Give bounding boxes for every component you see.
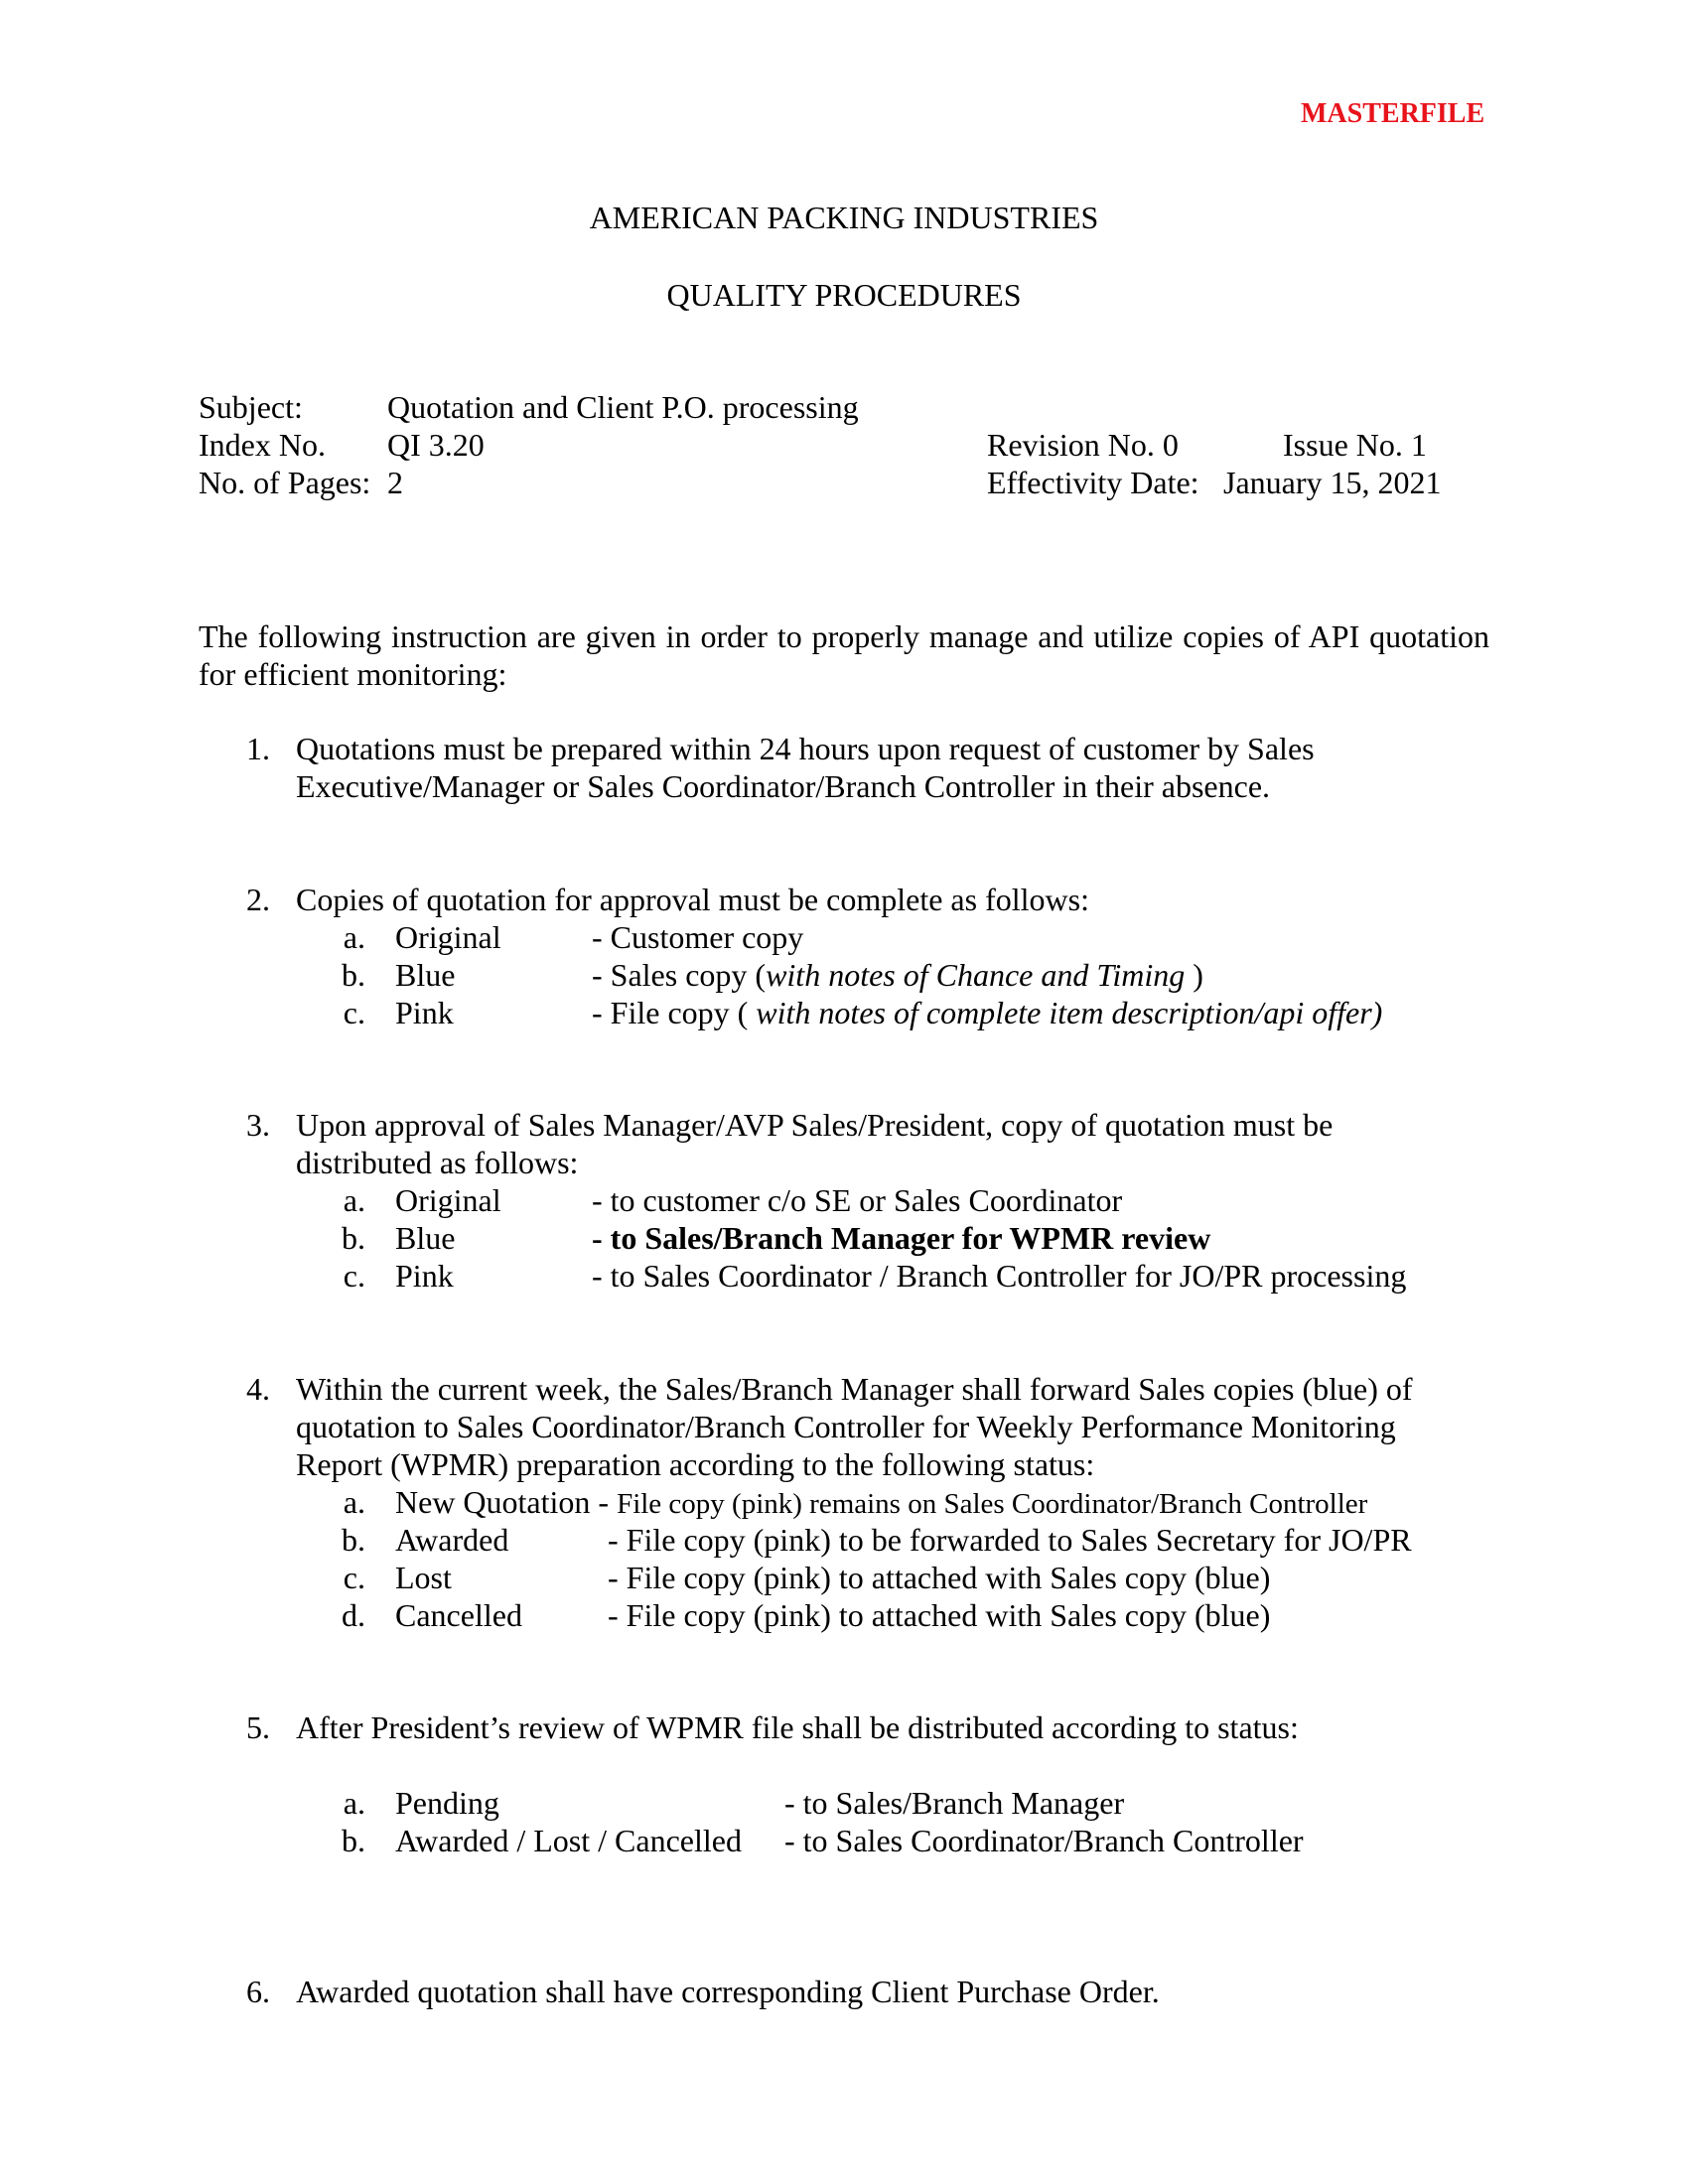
sub-item-note: with notes of Chance and Timing — [766, 957, 1186, 993]
sub-item-label: Blue — [395, 957, 456, 993]
item-text-line: Quotations must be prepared within 24 hours upon request of customer by Sales — [296, 731, 1315, 766]
sub-item-letter: a. — [343, 919, 365, 955]
sub-item-label: Pink — [395, 995, 454, 1030]
sub-item-letter: c. — [343, 995, 365, 1030]
sub-item-desc: - File copy (pink) to attached with Sales copy (blue) — [608, 1560, 1271, 1595]
sub-item-label: Original — [395, 919, 501, 955]
item-text-line: After President’s review of WPMR file shall be distributed according to status: — [296, 1709, 1299, 1745]
sub-item-desc: - File copy (pink) to be forwarded to Sales Secretary for JO/PR — [608, 1522, 1412, 1558]
sub-item-desc: - to Sales Coordinator / Branch Controller for JO/PR processing — [592, 1258, 1407, 1294]
sub-item-desc: - to Sales/Branch Manager for WPMR review — [592, 1220, 1211, 1256]
sub-item-label: Blue — [395, 1220, 456, 1256]
sub-item-desc: - File copy (pink) to attached with Sales copy (blue) — [608, 1597, 1271, 1633]
subject-label: Subject: — [199, 389, 303, 425]
item-number: 6. — [246, 1974, 270, 2009]
company-name: AMERICAN PACKING INDUSTRIES — [589, 200, 1099, 235]
index-value: QI 3.20 — [387, 427, 485, 463]
item-number: 3. — [246, 1107, 270, 1143]
sub-item-label: Pink — [395, 1258, 454, 1294]
intro-paragraph: The following instruction are given in order to properly manage and utilize copies of API quotation for efficient monitoring: — [199, 618, 1489, 692]
sub-item-label: Lost — [395, 1560, 452, 1595]
sub-item-letter: c. — [343, 1560, 365, 1595]
sub-item-label: Awarded — [395, 1522, 509, 1558]
sub-item-note: with notes of complete item description/api offer) — [756, 995, 1383, 1030]
sub-item-desc: - to customer c/o SE or Sales Coordinator — [592, 1182, 1123, 1218]
item-text-line: Report (WPMR) preparation according to the following status: — [296, 1446, 1095, 1482]
sub-item-letter: b. — [342, 1220, 365, 1256]
sub-item-letter: a. — [343, 1484, 365, 1520]
masterfile-stamp: MASTERFILE — [1301, 98, 1485, 129]
sub-item-letter: c. — [343, 1258, 365, 1294]
item-text-line: distributed as follows: — [296, 1145, 579, 1180]
effectivity-label: Effectivity Date: — [987, 465, 1199, 500]
revision-number: Revision No. 0 — [987, 427, 1179, 463]
sub-item-letter: b. — [342, 957, 365, 993]
sub-item-letter: d. — [342, 1597, 365, 1633]
item-text-line: Copies of quotation for approval must be complete as follows: — [296, 882, 1089, 917]
item-text-line: Upon approval of Sales Manager/AVP Sales/President, copy of quotation must be — [296, 1107, 1334, 1143]
sub-item-label: Awarded / Lost / Cancelled — [395, 1823, 742, 1858]
item-number: 2. — [246, 882, 270, 917]
sub-item-desc: - to Sales/Branch Manager — [784, 1785, 1125, 1821]
effectivity-date: January 15, 2021 — [1223, 465, 1442, 500]
item-text-line: quotation to Sales Coordinator/Branch Controller for Weekly Performance Monitoring — [296, 1409, 1396, 1444]
item-number: 5. — [246, 1709, 270, 1745]
sub-item-desc: - Sales copy (with notes of Chance and Timing ) — [592, 957, 1203, 993]
sub-item-label: Original — [395, 1182, 501, 1218]
sub-item-desc: File copy (pink) remains on Sales Coordinator/Branch Controller — [617, 1488, 1368, 1520]
sub-item-letter: b. — [342, 1522, 365, 1558]
sub-item-desc: - to Sales Coordinator/Branch Controller — [784, 1823, 1304, 1858]
sub-item-label: New Quotation - — [395, 1484, 618, 1520]
item-number: 4. — [246, 1371, 270, 1407]
item-text-line: Within the current week, the Sales/Branch Manager shall forward Sales copies (blue) of — [296, 1371, 1413, 1407]
document-type: QUALITY PROCEDURES — [666, 277, 1022, 313]
issue-number: Issue No. 1 — [1283, 427, 1427, 463]
subject-value: Quotation and Client P.O. processing — [387, 389, 859, 425]
sub-item-letter: a. — [343, 1785, 365, 1821]
item-text-line: Executive/Manager or Sales Coordinator/Branch Controller in their absence. — [296, 768, 1271, 804]
item-number: 1. — [246, 731, 270, 766]
sub-item-label: Pending — [395, 1785, 499, 1821]
sub-item-letter: b. — [342, 1823, 365, 1858]
sub-item-desc: - Customer copy — [592, 919, 804, 955]
index-label: Index No. — [199, 427, 326, 463]
sub-item-letter: a. — [343, 1182, 365, 1218]
sub-item-desc: - File copy ( with notes of complete item description/api offer) — [592, 995, 1383, 1030]
pages-label: No. of Pages: — [199, 465, 371, 500]
item-text-line: Awarded quotation shall have corresponding Client Purchase Order. — [296, 1974, 1160, 2009]
sub-item-line — [395, 1483, 1367, 1523]
pages-value: 2 — [387, 465, 403, 500]
sub-item-label: Cancelled — [395, 1597, 522, 1633]
